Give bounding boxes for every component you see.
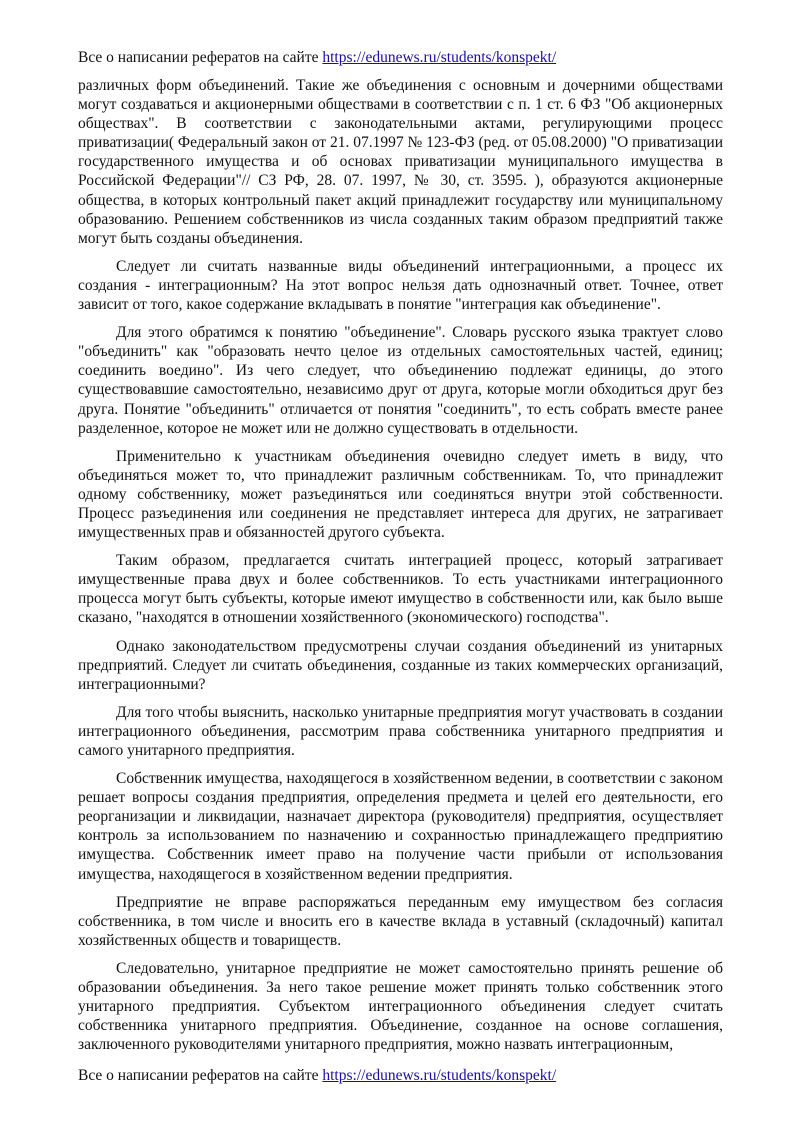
footer-text: Все о написании рефератов на сайте [78, 1067, 323, 1084]
page-header [78, 48, 730, 68]
paragraph: Предприятие не вправе распоряжаться переданным ему имуществом без согласия собственника, в том числе и вносить его в качестве вклада в уставный (складочный) капитал хозяйственных обществ и товариществ. [78, 893, 723, 949]
paragraph: Применительно к участникам объединения очевидно следует иметь в виду, что объединяться может то, что принадлежит различным собственникам. То, что принадлежит одному собственнику, может разъединяться или соединяться внутри этой собственности. Процесс разъединения или соединения не представляет интереса для других, не затрагивает имущественных прав и обязанностей другого субъекта. [78, 447, 723, 542]
footer-link[interactable]: https://edunews.ru/students/konspekt/ [322, 1067, 557, 1084]
paragraph: Для того чтобы выяснить, насколько унитарные предприятия могут участвовать в создании интеграционного объединения, рассмотрим права собственника унитарного предприятия и самого унитарного предприятия. [78, 703, 723, 759]
paragraph: Следует ли считать названные виды объединений интеграционными, а процесс их создания - интеграционным? На этот вопрос нельзя дать однозначный ответ. Точнее, ответ зависит от того, какое содержание вкладывать в понятие "интеграция как объединение". [78, 257, 723, 314]
paragraph: различных форм объединений. Такие же объединения с основным и дочерними обществами могут создаваться и акционерными обществами в соответствии с п. 1 ст. 6 ФЗ "Об акционерных обществах". В соответствии с законодательными актами, регулирующими процесс приватизации( Федеральный закон от 21. 07.1997 № 123-ФЗ (ред. от 05.08.2000) "О приватизации государственного имущества и об основах приватизации муниципального имущества в Российской Федерации"// СЗ РФ, 28. 07. 1997, № 30, ст. 3595. ), образуются акционерные общества, в которых контрольный пакет акций принадлежит государству или муниципальному образованию. Решением собственников из числа созданных таким образом предприятий также могут быть созданы объединения. [78, 77, 723, 247]
paragraph: Следовательно, унитарное предприятие не может самостоятельно принять решение об образовании объединения. За него такое решение может принять только собственник этого унитарного предприятия. Субъектом интеграционного объединения следует считать собственника унитарного предприятия. Объединение, созданное на основе соглашения, заключенного руководителями унитарного предприятия, можно назвать интеграционным, [78, 959, 723, 1054]
paragraph: Таким образом, предлагается считать интеграцией процесс, который затрагивает имущественные права двух и более собственников. То есть участниками интеграционного процесса могут быть субъекты, которые имеют имущество в собственности или, как было выше сказано, "находятся в отношении хозяйственного (экономического) господства". [78, 552, 723, 627]
header-text: Все о написании рефератов на сайте [78, 49, 323, 66]
paragraph: Однако законодательством предусмотрены случаи создания объединений из унитарных предприятий. Следует ли считать объединения, созданные из таких коммерческих организаций, интеграционными? [78, 637, 723, 693]
document-body [78, 76, 723, 1063]
page-footer [78, 1066, 730, 1086]
paragraph: Собственник имущества, находящегося в хозяйственном ведении, в соответствии с законом решает вопросы создания предприятия, определения предмета и целей его деятельности, его реорганизации и ликвидации, назначает директора (руководителя) предприятия, осуществляет контроль за использованием по назначению и сохранностью принадлежащего предприятию имущества. Собственник имеет право на получение части прибыли от использования имущества, находящегося в хозяйственном ведении предприятия. [78, 770, 723, 883]
header-link[interactable]: https://edunews.ru/students/konspekt/ [322, 49, 557, 66]
paragraph: Для этого обратимся к понятию "объединение". Словарь русского языка трактует слово "объединить" как "образовать нечто целое из отдельных самостоятельных частей, единиц; соединить воедино". Из чего следует, что объединению подлежат единицы, до этого существовавшие самостоятельно, независимо друг от друга, которые могли обходиться друг без друга. Понятие "объединить" отличается от понятия "соединить", то есть собрать вместе ранее разделенное, которое не может или не должно существовать в отдельности. [78, 324, 723, 437]
